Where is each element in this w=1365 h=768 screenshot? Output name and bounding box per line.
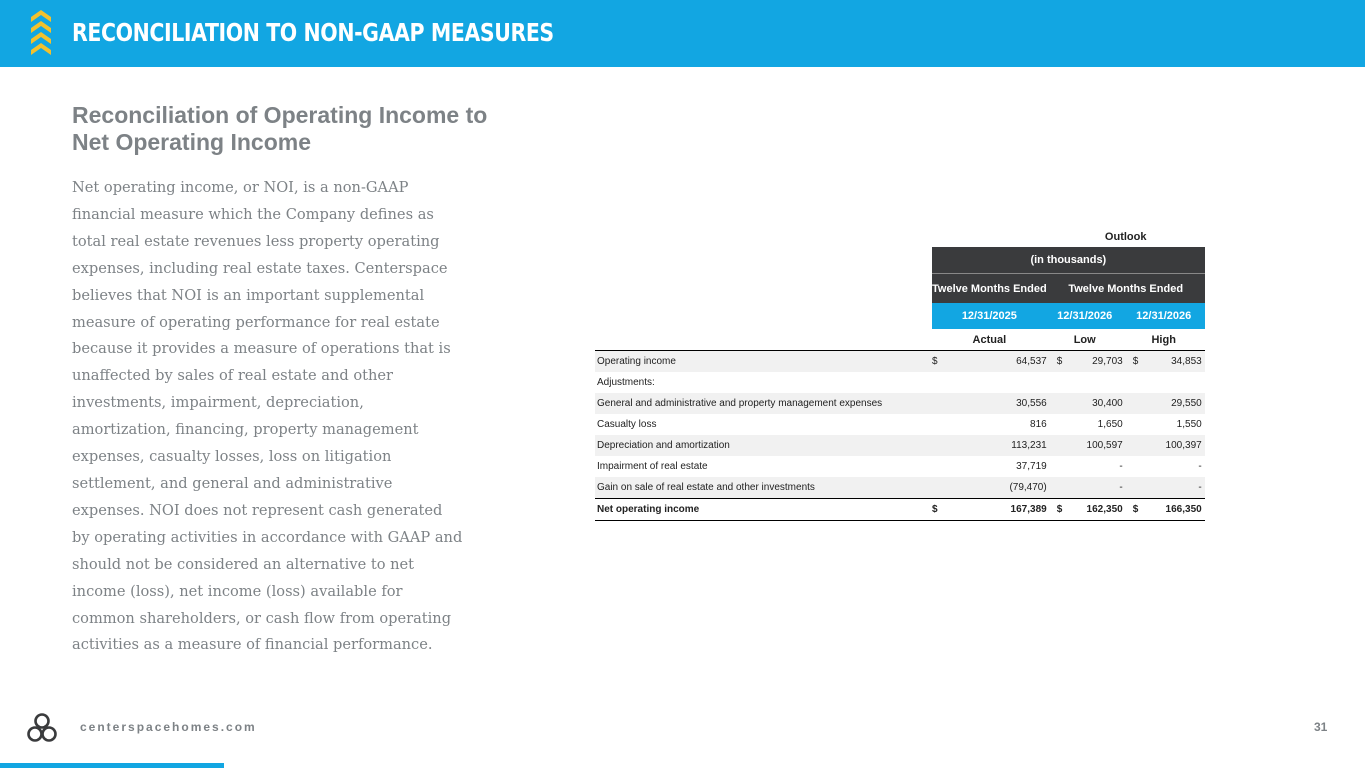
row-currency-high — [1123, 393, 1147, 414]
row-high — [1147, 372, 1205, 393]
row-currency-low: $ — [1047, 351, 1071, 373]
row-high: - — [1198, 461, 1202, 472]
row-high: 1,550 — [1176, 419, 1202, 430]
footer-accent-bar — [0, 763, 224, 768]
table-row — [595, 414, 1205, 435]
total-currency-actual: $ — [932, 499, 949, 521]
row-actual — [949, 372, 1047, 393]
row-low: - — [1071, 477, 1123, 499]
col-high-header: High — [1123, 329, 1205, 351]
total-high: 166,350 — [1147, 499, 1205, 521]
header-bar — [0, 0, 1365, 67]
row-currency-low — [1047, 414, 1071, 435]
period-outlook-header: Twelve Months Ended — [1047, 274, 1205, 304]
in-thousands-header: (in thousands) — [932, 247, 1205, 274]
table-row — [595, 372, 1205, 393]
row-currency-actual — [932, 414, 949, 435]
row-currency-high — [1123, 477, 1147, 499]
row-currency-actual — [932, 393, 949, 414]
page-number: 31 — [1314, 720, 1328, 734]
row-label: Operating income — [595, 351, 932, 373]
row-low: 100,597 — [1071, 435, 1123, 456]
section-subtitle: Reconciliation of Operating Income to Net Operating Income — [72, 102, 488, 155]
table-row — [595, 477, 1205, 499]
row-label: Adjustments: — [597, 377, 655, 388]
date-low-header: 12/31/2026 — [1047, 303, 1123, 329]
row-low — [1071, 372, 1123, 393]
row-actual: 37,719 — [1016, 461, 1047, 472]
row-currency-actual — [932, 456, 949, 477]
period-actual-header: Twelve Months Ended — [932, 274, 1047, 304]
row-label: Impairment of real estate — [597, 461, 708, 472]
page-title: RECONCILIATION TO NON-GAAP MEASURES — [72, 18, 554, 47]
date-high-header: 12/31/2026 — [1123, 303, 1205, 329]
row-low: - — [1119, 461, 1123, 472]
table-row — [595, 393, 1205, 414]
row-low: 1,650 — [1097, 419, 1123, 430]
footer-url: centerspacehomes.com — [80, 720, 257, 734]
reconciliation-table — [595, 226, 1205, 521]
row-high: 29,550 — [1147, 393, 1205, 414]
total-actual: 167,389 — [949, 499, 1047, 521]
row-high: - — [1147, 477, 1205, 499]
row-currency-low — [1047, 456, 1071, 477]
row-label: Depreciation and amortization — [595, 435, 932, 456]
table-row — [595, 456, 1205, 477]
outlook-header: Outlook — [1104, 230, 1147, 243]
total-label: Net operating income — [595, 499, 932, 521]
row-currency-actual — [932, 435, 949, 456]
col-actual-header: Actual — [932, 329, 1047, 351]
row-actual: 30,556 — [949, 393, 1047, 414]
row-currency-actual — [932, 372, 949, 393]
row-currency-high — [1123, 414, 1147, 435]
total-currency-low: $ — [1047, 499, 1071, 521]
row-label: Gain on sale of real estate and other investments — [595, 477, 932, 499]
col-low-header: Low — [1047, 329, 1123, 351]
row-currency-actual — [932, 477, 949, 499]
table-row — [595, 435, 1205, 456]
row-high: 34,853 — [1147, 351, 1205, 373]
row-currency-low — [1047, 372, 1071, 393]
row-label: General and administrative and property management expenses — [595, 393, 932, 414]
row-currency-high: $ — [1123, 351, 1147, 373]
total-row — [595, 499, 1205, 521]
row-currency-high — [1123, 456, 1147, 477]
row-currency-low — [1047, 435, 1071, 456]
table-row — [595, 351, 1205, 373]
row-currency-low — [1047, 393, 1071, 414]
row-high: 100,397 — [1147, 435, 1205, 456]
row-currency-actual: $ — [932, 351, 949, 373]
row-actual: 64,537 — [949, 351, 1047, 373]
row-actual: (79,470) — [949, 477, 1047, 499]
centerspace-logo-icon — [26, 712, 58, 744]
total-currency-high: $ — [1123, 499, 1147, 521]
row-actual: 113,231 — [949, 435, 1047, 456]
row-label: Casualty loss — [597, 419, 657, 430]
row-actual: 816 — [1030, 419, 1047, 430]
date-actual-header: 12/31/2025 — [932, 303, 1047, 329]
row-currency-high — [1123, 435, 1147, 456]
row-currency-low — [1047, 477, 1071, 499]
body-paragraph: Net operating income, or NOI, is a non-GAAP financial measure which the Company defines as total real estate revenues less property operating expenses, including real estate taxes. Centerspace believes that NOI is an important supplemental measure of operating performance for real estate because it provides a measure of operations that is unaffected by sales of real estate and other investments, impairment, depreciation, amortization, financing, property management expenses, casualty losses, loss on litigation settlement, and general and administrative expenses. NOI does not represent cash generated by operating activities in accordance with GAAP and should not be considered an alternative to net income (loss), net income (loss) available for common shareholders, or cash flow from operating activities as a measure of financial performance. — [72, 179, 463, 654]
row-currency-high — [1123, 372, 1147, 393]
chevron-logo-icon — [30, 9, 52, 55]
row-low: 30,400 — [1071, 393, 1123, 414]
row-low: 29,703 — [1071, 351, 1123, 373]
total-low: 162,350 — [1071, 499, 1123, 521]
